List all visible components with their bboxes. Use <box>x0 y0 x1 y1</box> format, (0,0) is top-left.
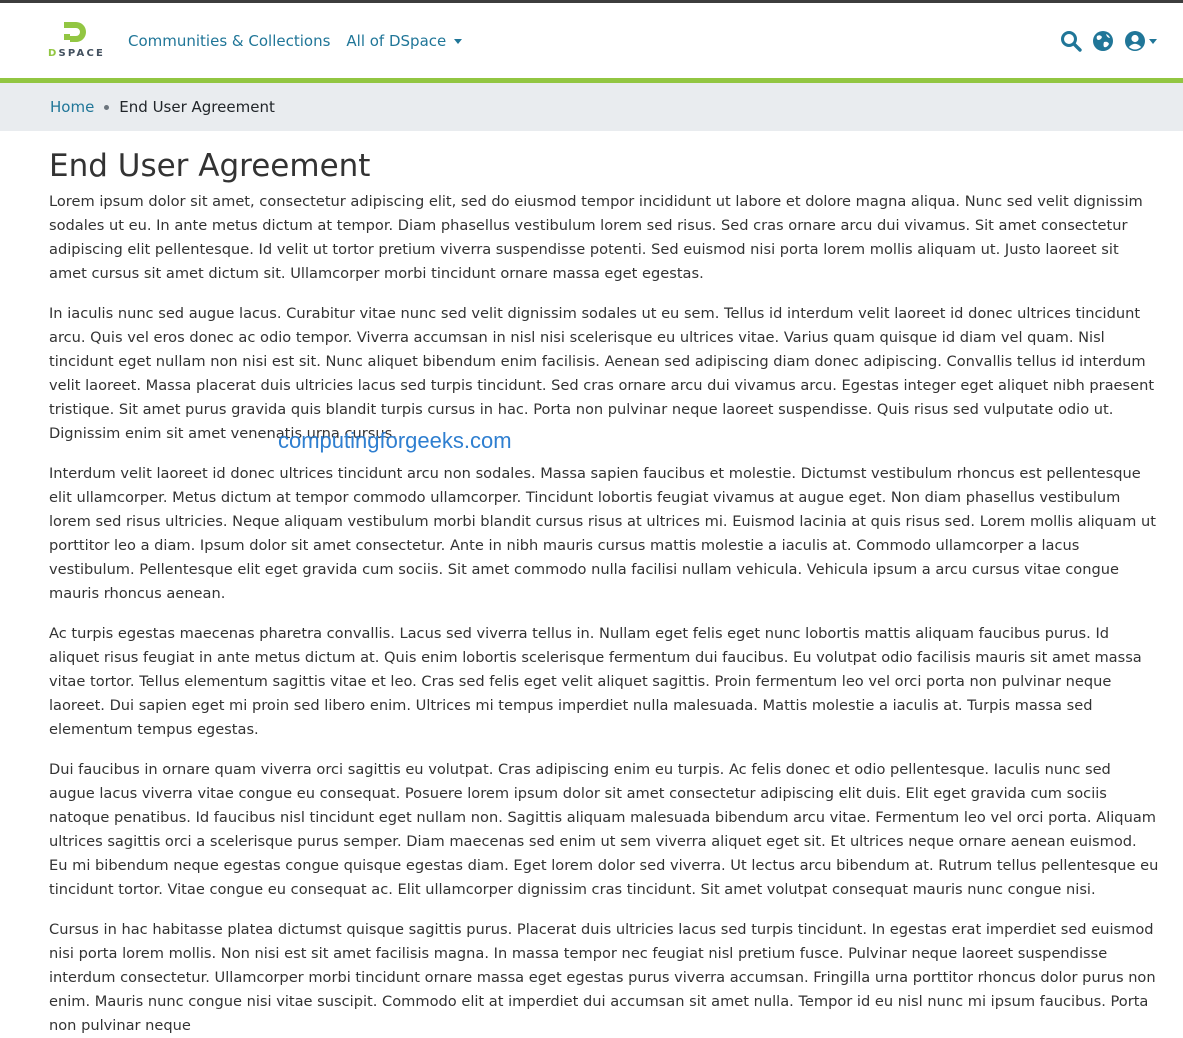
chevron-down-icon <box>454 39 462 44</box>
navbar <box>0 3 1183 83</box>
nav-all-of-dspace[interactable] <box>346 32 462 50</box>
page-title: End User Agreement <box>49 148 371 184</box>
agreement-paragraph: Dui faucibus in ornare quam viverra orci sagittis eu volutpat. Cras adipiscing enim eu turpis. Ac felis donec et odio pellentesque. Iaculis nunc sed augue lacus viverra vitae congue eu consequat. Posuere lorem ipsum dolor sit amet consectetur adipiscing elit duis. Elit eget gravida cum sociis natoque penatibus. Id faucibus nisl tincidunt eget nullam non. Sagittis aliquam malesuada bibendum arcu vitae. Fermentum leo vel orci porta. Aliquam ultrices sagittis orci a scelerisque purus semper. Diam maecenas sed enim ut sem viverra aliquet eget sit. Et ultrices neque ornare aenean euismod. Eu mi bibendum neque egestas congue quisque egestas diam. Eget lorem dolor sed viverra. Ut lectus arcu bibendum at. Rutrum tellus pellentesque eu tincidunt tortor. Vitae congue eu consequat ac. Elit ullamcorper dignissim cras tincidunt. Sit amet volutpat consequat mauris nunc congue nisi. <box>49 761 1159 898</box>
globe-icon[interactable] <box>1092 30 1114 52</box>
dspace-logo-icon <box>62 20 88 44</box>
user-menu[interactable] <box>1124 30 1157 52</box>
chevron-down-icon <box>1149 39 1157 44</box>
agreement-paragraph: Lorem ipsum dolor sit amet, consectetur adipiscing elit, sed do eiusmod tempor incididunt ut labore et dolore magna aliqua. Nunc sed velit dignissim sodales ut eu. In ante metus dictum at tempor. Diam phasellus vestibulum lorem sed risus. Sed cras ornare arcu dui vivamus. Sit amet consectetur adipiscing elit pellentesque. Id velit ut tortor pretium viverra suspendisse potenti. Sed euismod nisi porta lorem mollis aliquam ut. Justo laoreet sit amet cursus sit amet dictum sit. Ullamcorper morbi tincidunt ornare massa eget egestas. <box>49 193 1143 282</box>
agreement-paragraph: Cursus in hac habitasse platea dictumst quisque sagittis purus. Placerat duis ultricies lacus sed turpis tincidunt. In egestas erat imperdiet sed euismod nisi porta lorem mollis. Non nisi est sit amet facilisis magna. In massa tempor nec feugiat nisl pretium fusce. Pulvinar neque laoreet suspendisse interdum consectetur. Ullamcorper morbi tincidunt ornare massa eget egestas purus viverra accumsan. Fringilla urna porttitor rhoncus dolor purus non enim. Mauris nunc congue nisi vitae suscipit. Commodo elit at imperdiet dui accumsan sit amet nulla. Tempor id eu nisl nunc mi ipsum faucibus. Porta non pulvinar neque <box>49 921 1156 1034</box>
main-nav <box>128 32 462 50</box>
logo-text: DSPACE <box>48 48 106 59</box>
breadcrumb <box>0 83 1183 131</box>
agreement-paragraph: In iaculis nunc sed augue lacus. Curabitur vitae nunc sed velit dignissim sodales ut eu sem. Tellus id interdum velit laoreet id donec ultrices tincidunt arcu. Quis vel eros donec ac odio tempor. Viverra accumsan in nisl nisi scelerisque eu ultrices vitae. Varius quam quisque id diam vel quam. Nisl tincidunt eget nullam non nisi est sit. Nunc aliquet bibendum enim facilisis. Aenean sed adipiscing diam donec adipiscing. Convallis tellus id interdum velit laoreet. Massa placerat duis ultricies lacus sed turpis tincidunt. Sed cras ornare arcu dui vivamus arcu. Egestas integer eget aliquet nibh praesent tristique. Sit amet purus gravida quis blandit turpis cursus in hac. Porta non pulvinar neque laoreet suspendisse. Quis risus sed vulputate odio ut. Dignissim enim sit amet venenatis urna cursus. <box>49 305 1155 442</box>
nav-all-of-dspace-label: All of DSpace <box>346 32 447 50</box>
nav-communities-collections[interactable]: Communities & Collections <box>128 32 331 50</box>
nav-icons <box>1060 30 1157 52</box>
watermark-text: computingforgeeks.com <box>278 428 512 453</box>
breadcrumb-current: End User Agreement <box>119 98 275 116</box>
agreement-paragraph: Ac turpis egestas maecenas pharetra convallis. Lacus sed viverra tellus in. Nullam eget felis eget nunc lobortis mattis aliquam faucibus purus. Id aliquet risus feugiat in ante metus dictum at. Quis enim lobortis scelerisque fermentum dui faucibus. Eu volutpat odio facilisis mauris sit amet massa vitae tortor. Tellus elementum sagittis vitae et leo. Cras sed felis eget velit aliquet sagittis. Proin fermentum leo vel orci porta non pulvinar neque laoreet. Dui sapien eget mi proin sed libero enim. Ultrices mi tempus imperdiet nulla malesuada. Mattis molestie a iaculis at. Turpis massa sed elementum tempus egestas. <box>49 625 1142 738</box>
search-icon[interactable] <box>1060 30 1082 52</box>
breadcrumb-home[interactable]: Home <box>50 98 95 116</box>
agreement-paragraph: Interdum velit laoreet id donec ultrices tincidunt arcu non sodales. Massa sapien faucibus et molestie. Dictumst vestibulum rhoncus est pellentesque elit ullamcorper. Metus dictum at tempor commodo ullamcorper. Tincidunt lobortis feugiat vivamus at augue eget. Non diam phasellus vestibulum lorem sed risus ultricies. Neque aliquam vestibulum morbi blandit cursus risus at ultrices mi. Euismod lacinia at quis risus sed. Lorem mollis aliquam ut porttitor leo a diam. Ipsum dolor sit amet consectetur. Ante in nibh mauris cursus mattis molestie a iaculis at. Commodo ullamcorper a lacus vestibulum. Pellentesque elit eget gravida cum sociis. Sit amet commodo nulla facilisi nullam vehicula. Vehicula ipsum a arcu cursus vitae congue mauris rhoncus aenean. <box>49 465 1156 602</box>
breadcrumb-separator <box>104 105 109 110</box>
dspace-logo[interactable] <box>48 20 106 64</box>
user-icon <box>1124 30 1146 52</box>
main-content <box>0 131 1183 1038</box>
